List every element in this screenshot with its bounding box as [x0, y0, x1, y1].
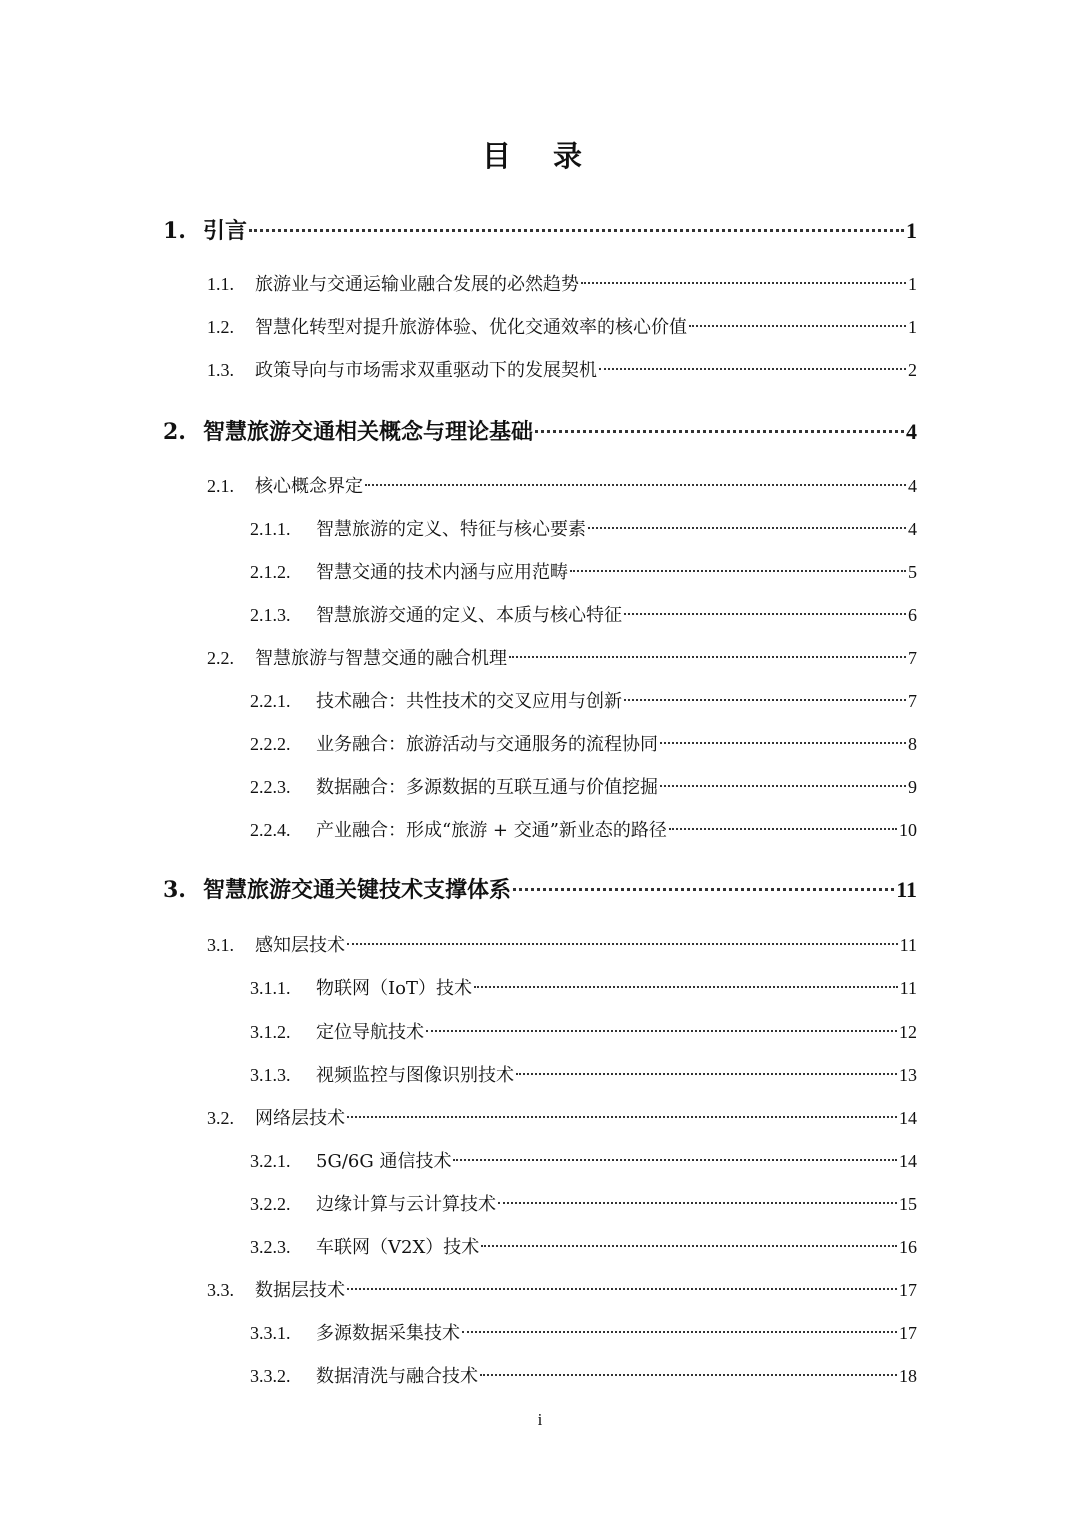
toc-entry-number: 1.2. [207, 317, 234, 337]
toc-entry-page: 17 [899, 1280, 917, 1300]
toc-entry-level3[interactable] [250, 1319, 917, 1347]
toc-entry-page: 4 [908, 476, 917, 496]
toc-dot-leader [660, 785, 906, 787]
toc-entry-number: 3.3. [207, 1280, 234, 1300]
toc-entry-title: 引言 [203, 218, 248, 244]
toc-entry-level3[interactable] [250, 687, 917, 715]
toc-dot-leader [480, 1374, 897, 1376]
toc-entry-level3[interactable] [250, 515, 917, 543]
toc-entry-page: 18 [899, 1366, 917, 1386]
toc-dot-leader [509, 656, 906, 658]
toc-entry-page: 9 [908, 777, 917, 797]
toc-entry-number: 3.3.1. [250, 1323, 291, 1343]
toc-entry-title: 车联网（V2X）技术 [316, 1237, 480, 1258]
toc-entry-title: 政策导向与市场需求双重驱动下的发展契机 [255, 360, 597, 381]
toc-dot-leader [249, 229, 904, 232]
toc-entry-number: 3.3.2. [250, 1366, 291, 1386]
toc-entry-number: 2.1. [207, 476, 234, 496]
toc-entry-page: 1 [908, 274, 917, 294]
toc-entry-level2[interactable] [207, 644, 917, 672]
toc-entry-title: 数据层技术 [255, 1280, 345, 1301]
toc-dot-leader [660, 742, 906, 744]
toc-dot-leader [689, 325, 906, 327]
toc-dot-leader [588, 527, 906, 529]
toc-entry-page: 15 [899, 1194, 917, 1214]
toc-dot-leader [481, 1245, 897, 1247]
toc-entry-title: 边缘计算与云计算技术 [316, 1194, 496, 1215]
toc-entry-level2[interactable] [207, 313, 917, 341]
toc-entry-level3[interactable] [250, 1362, 917, 1390]
toc-entry-title: 多源数据采集技术 [316, 1323, 460, 1344]
toc-dot-leader [462, 1331, 897, 1333]
toc-dot-leader [516, 1073, 897, 1075]
toc-entry-page: 8 [908, 734, 917, 754]
toc-entry-number: 3.2. [207, 1108, 234, 1128]
toc-dot-leader [498, 1202, 897, 1204]
toc-entry-level2[interactable] [207, 931, 917, 959]
toc-dot-leader [570, 570, 906, 572]
toc-entry-number: 2.2.2. [250, 734, 291, 754]
toc-entry-number: 2.2.1. [250, 691, 291, 711]
toc-entry-number: 1.3. [207, 360, 234, 380]
toc-entry-title: 智慧旅游与智慧交通的融合机理 [255, 648, 507, 669]
toc-entry-title: 视频监控与图像识别技术 [316, 1065, 514, 1086]
toc-entry-page: 13 [899, 1065, 917, 1085]
toc-entry-number: 2.1.1. [250, 519, 291, 539]
toc-entry-page: 4 [906, 419, 917, 444]
toc-entry-level1[interactable] [163, 415, 917, 449]
toc-entry-number: 1.1. [207, 274, 234, 294]
toc-entry-level1[interactable] [163, 214, 917, 248]
toc-entry-level3[interactable] [250, 1147, 917, 1175]
toc-entry-level3[interactable] [250, 974, 917, 1002]
toc-entry-number: 3.2.3. [250, 1237, 291, 1257]
toc-entry-title: 网络层技术 [255, 1108, 345, 1129]
toc-entry-level2[interactable] [207, 472, 917, 500]
toc-entry-title: 智慧旅游交通关键技术支撑体系 [203, 877, 512, 903]
toc-entry-number: 3.1.1. [250, 978, 291, 998]
toc-entry-page: 5 [908, 562, 917, 582]
toc-entry-page: 17 [899, 1323, 917, 1343]
toc-entry-level2[interactable] [207, 270, 917, 298]
toc-entry-number: 3. [163, 877, 186, 903]
toc-entry-level2[interactable] [207, 356, 917, 384]
toc-entry-level3[interactable] [250, 730, 917, 758]
toc-dot-leader [513, 888, 894, 891]
toc-entry-page: 10 [899, 820, 917, 840]
toc-entry-page: 14 [899, 1108, 917, 1128]
toc-entry-title: 5G/6G 通信技术 [316, 1151, 452, 1172]
toc-entry-page: 7 [908, 648, 917, 668]
page-title: 目 录 [481, 139, 599, 173]
toc-dot-leader [474, 986, 898, 988]
toc-entry-page: 1 [906, 218, 917, 243]
toc-entry-level1[interactable] [163, 873, 917, 907]
toc-entry-level3[interactable] [250, 1190, 917, 1218]
toc-entry-number: 2.1.3. [250, 605, 291, 625]
toc-dot-leader [624, 699, 906, 701]
toc-entry-number: 2.2. [207, 648, 234, 668]
toc-entry-title: 智慧化转型对提升旅游体验、优化交通效率的核心价值 [255, 317, 687, 338]
toc-entry-page: 12 [899, 1022, 917, 1042]
toc-entry-level3[interactable] [250, 773, 917, 801]
toc-entry-level2[interactable] [207, 1276, 917, 1304]
toc-dot-leader [624, 613, 906, 615]
toc-dot-leader [599, 368, 906, 370]
toc-entry-title: 智慧旅游的定义、特征与核心要素 [316, 519, 586, 540]
toc-dot-leader [365, 484, 906, 486]
toc-entry-level3[interactable] [250, 1018, 917, 1046]
toc-entry-title: 核心概念界定 [255, 476, 363, 497]
toc-entry-page: 1 [908, 317, 917, 337]
toc-dot-leader [426, 1030, 897, 1032]
toc-entry-title: 业务融合：旅游活动与交通服务的流程协同 [316, 734, 658, 755]
toc-entry-title: 旅游业与交通运输业融合发展的必然趋势 [255, 274, 579, 295]
toc-entry-title: 物联网（IoT）技术 [316, 978, 472, 999]
toc-entry-title: 定位导航技术 [316, 1022, 424, 1043]
toc-entry-title: 感知层技术 [255, 935, 345, 956]
toc-entry-number: 3.2.1. [250, 1151, 291, 1171]
toc-dot-leader [347, 943, 898, 945]
toc-entry-title: 产业融合：形成“旅游 + 交通”新业态的路径 [316, 820, 667, 841]
toc-entry-title: 智慧旅游交通相关概念与理论基础 [203, 419, 534, 445]
toc-entry-page: 11 [899, 978, 917, 998]
toc-entry-level3[interactable] [250, 1233, 917, 1261]
toc-entry-page: 7 [908, 691, 917, 711]
toc-entry-number: 3.1.2. [250, 1022, 291, 1042]
toc-entry-number: 2.2.3. [250, 777, 291, 797]
toc-entry-number: 3.1. [207, 935, 234, 955]
toc-entry-page: 16 [899, 1237, 917, 1257]
toc-entry-page: 14 [899, 1151, 917, 1171]
toc-entry-title: 智慧旅游交通的定义、本质与核心特征 [316, 605, 622, 626]
toc-entry-number: 1. [163, 218, 186, 244]
toc-entry-page: 11 [899, 935, 917, 955]
toc-entry-number: 3.2.2. [250, 1194, 291, 1214]
toc-entry-number: 2.1.2. [250, 562, 291, 582]
toc-entry-page: 6 [908, 605, 917, 625]
page-number-footer: i [537, 1410, 543, 1429]
toc-entry-number: 3.1.3. [250, 1065, 291, 1085]
toc-entry-level3[interactable] [250, 816, 917, 844]
toc-dot-leader [453, 1159, 897, 1161]
toc-entry-level3[interactable] [250, 1061, 917, 1089]
toc-entry-title: 智慧交通的技术内涵与应用范畴 [316, 562, 568, 583]
toc-entry-title: 数据清洗与融合技术 [316, 1366, 478, 1387]
toc-entry-title: 数据融合：多源数据的互联互通与价值挖掘 [316, 777, 658, 798]
toc-entry-page: 2 [908, 360, 917, 380]
toc-entry-number: 2.2.4. [250, 820, 291, 840]
toc-dot-leader [347, 1288, 897, 1290]
toc-entry-level3[interactable] [250, 601, 917, 629]
toc-entry-title: 技术融合：共性技术的交叉应用与创新 [316, 691, 622, 712]
toc-entry-number: 2. [163, 419, 186, 445]
toc-entry-page: 11 [896, 877, 917, 902]
toc-dot-leader [581, 282, 906, 284]
toc-dot-leader [669, 828, 897, 830]
toc-dot-leader [347, 1116, 897, 1118]
toc-entry-level3[interactable] [250, 558, 917, 586]
toc-dot-leader [535, 430, 904, 433]
toc-entry-page: 4 [908, 519, 917, 539]
toc-entry-level2[interactable] [207, 1104, 917, 1132]
